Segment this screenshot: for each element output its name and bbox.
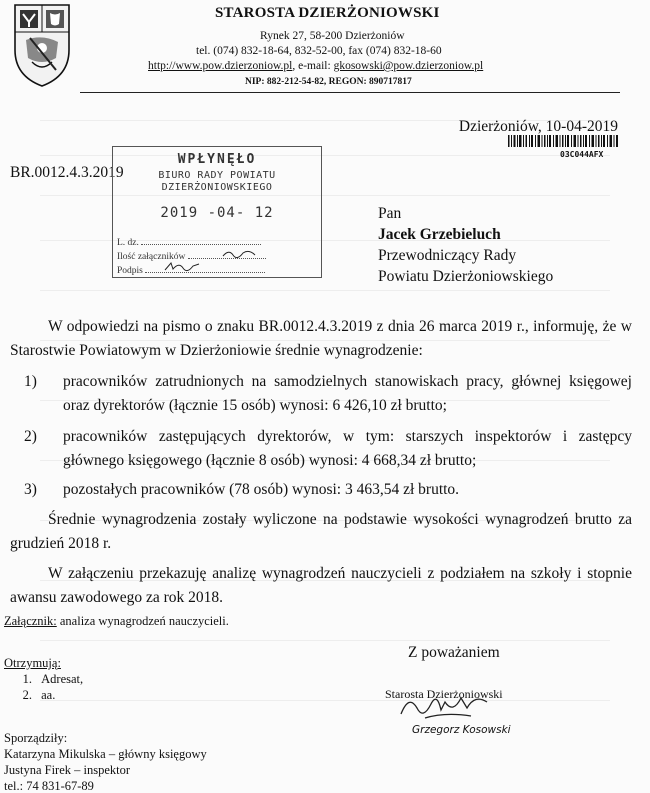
list-item	[10, 370, 632, 418]
place-date: Dzierżoniów, 10-04-2019	[458, 118, 618, 135]
attachment-label: Załącznik:	[4, 614, 57, 628]
list-item	[10, 425, 632, 473]
reference-number: BR.0012.4.3.2019	[10, 164, 124, 181]
recipient-item	[4, 687, 83, 703]
issuer-contact-line	[148, 60, 483, 72]
recipients-label: Otrzymują:	[4, 656, 61, 670]
list-item-number: 3)	[24, 481, 37, 498]
body-paragraph-3	[10, 562, 632, 610]
signatory-title: Starosta Dzierżoniowski	[385, 687, 503, 701]
barcode-id: 03C044AFX	[560, 150, 604, 159]
list-item-text: pozostałych pracowników (78 osób) wynosi: 3 463,54 zł brutto.	[63, 481, 460, 498]
email-link[interactable]: gkosowski@pow.dzierzoniow.pl	[333, 60, 484, 72]
attachment-note	[4, 614, 229, 629]
stamp-title: WPŁYNĘŁO	[177, 152, 257, 167]
addressee-role-2: Powiatu Dzierżoniowskiego	[378, 268, 554, 285]
recipient-item	[4, 671, 83, 687]
website-link[interactable]: http://www.pow.dzierzoniow.pl	[148, 60, 293, 72]
coat-of-arms-icon	[12, 2, 72, 88]
body-paragraph-3-text: W załączeniu przekazuję analizę wynagrodzeń nauczycieli z podziałem na szkoły i stopnie awansu zawodowego za rok 2018.	[10, 565, 632, 606]
email-label: , e-mail:	[292, 60, 334, 72]
prepared-line-3: tel.: 74 831-67-89	[4, 779, 94, 793]
attachment-text: analiza wynagrodzeń nauczycieli.	[56, 614, 229, 628]
issuer-address: Rynek 27, 58-200 Dzierżoniów	[260, 30, 405, 42]
stamp-signature-scribble-icon	[163, 260, 203, 272]
addressee-salutation: Pan	[378, 205, 402, 222]
stamp-field-ldz-line	[141, 235, 261, 245]
list-item-text: pracowników zatrudnionych na samodzielnych stanowiskach pracy, głównej księgowej oraz dyrektorów (łącznie 15 osób) wynosi: 6 426,10 zł brutto;	[63, 373, 632, 414]
barcode-icon	[508, 135, 618, 147]
list-item-text: pracowników zastępujących dyrektorów, w tym: starszych inspektorów i zastępcy głównego księgowego (łącznie 8 osób) wynosi: 4 668,34 zł brutto;	[63, 428, 632, 469]
body-paragraph-2	[10, 508, 632, 556]
stamp-field-ldz-label: L. dz.	[117, 238, 139, 248]
prepared-line-1: Katarzyna Mikulska – główny księgowy	[4, 747, 207, 761]
list-item	[10, 478, 632, 502]
stamp-line-1: BIURO RADY POWIATU	[158, 170, 276, 181]
stamp-field-signature-label: Podpis	[117, 266, 143, 276]
closing-phrase: Z poważaniem	[408, 644, 500, 661]
prepared-label: Sporządziły:	[4, 731, 68, 745]
issuer-title: STAROSTA DZIERŻONIOWSKI	[215, 5, 440, 21]
recipient-number: 1.	[22, 672, 32, 686]
list-item-number: 1)	[24, 373, 37, 390]
list-item-number: 2)	[24, 428, 37, 445]
recipient-number: 2.	[22, 688, 32, 702]
body-intro-text: W odpowiedzi na pismo o znaku BR.0012.4.3.2019 z dnia 26 marca 2019 r., informuję, że w Starostwie Powiatowym w Dzierżoniowie średnie wynagrodzenie:	[10, 318, 632, 359]
received-stamp	[112, 146, 322, 278]
addressee-block	[378, 203, 553, 287]
prepared-by-block	[4, 730, 207, 793]
body-paragraph-2-text: Średnie wynagrodzenia zostały wyliczone na podstawie wysokości wynagrodzeń brutto za grudzień 2018 r.	[10, 511, 632, 552]
prepared-line-2: Justyna Firek – inspektor	[4, 763, 131, 777]
recipients-block	[4, 655, 83, 703]
signatory-name: Grzegorz Kosowski	[412, 724, 511, 736]
stamp-attachments-scribble-icon	[221, 247, 261, 259]
addressee-name: Jacek Grzebieluch	[378, 226, 501, 243]
issuer-phones: tel. (074) 832-18-64, 832-52-00, fax (074) 832-18-60	[196, 45, 442, 57]
stamp-line-2: DZIERŻONIOWSKIEGO	[161, 182, 273, 193]
addressee-role-1: Przewodniczący Rady	[378, 247, 517, 264]
body-intro	[10, 315, 632, 363]
recipient-text: aa.	[41, 688, 56, 702]
recipient-text: Adresat,	[41, 672, 84, 686]
stamp-field-attachments-label: Ilość załączników	[117, 252, 186, 262]
stamp-date: 2019 -04- 12	[160, 205, 274, 221]
issuer-ids: NIP: 882-212-54-82, REGON: 890717817	[245, 77, 412, 87]
handwritten-signature-icon	[395, 684, 505, 724]
header-rule	[80, 92, 620, 93]
